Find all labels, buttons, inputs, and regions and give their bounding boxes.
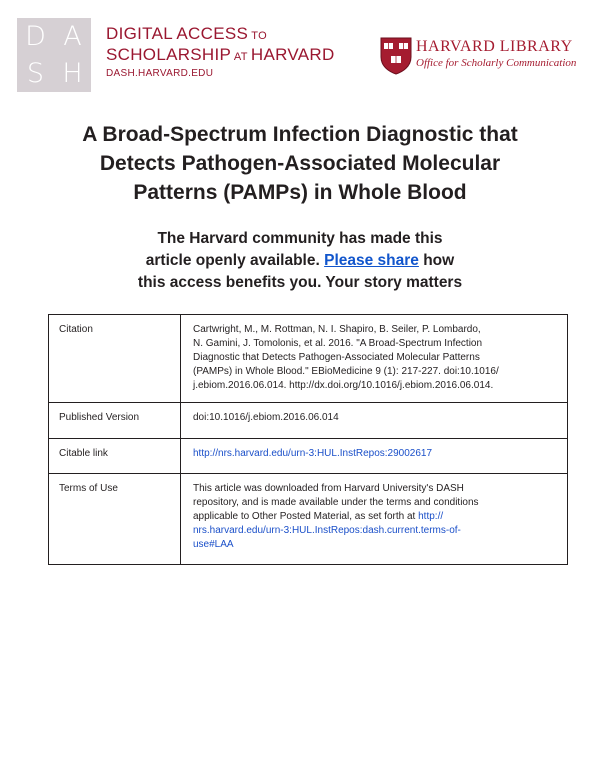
terms-link[interactable]: http:// [418,511,444,522]
citation-label: Citation [49,315,181,403]
dash-logo-letter: H [62,58,83,89]
dash-wordmark-line2: SCHOLARSHIP AT HARVARD [106,45,335,64]
dash-logo-letter: D [25,21,46,52]
title-line: A Broad-Spectrum Infection Diagnostic that [82,123,518,146]
harvard-library-subtitle: Office for Scholarly Communication [416,57,577,69]
terms-link[interactable]: nrs.harvard.edu/urn-3:HUL.InstRepos:dash.current.terms-of- [193,525,461,536]
open-access-note [90,228,510,294]
harvard-shield-icon [380,37,412,75]
metadata-table [48,314,568,565]
citable-link-cell [181,439,568,474]
terms-link[interactable]: use#LAA [193,539,234,550]
access-line: The Harvard community has made this [157,230,443,247]
access-line: article openly available. Please share how [145,252,455,269]
table-row [49,439,568,474]
table-row [49,315,568,403]
table-row [49,403,568,439]
citation-value: Cartwright, M., M. Rottman, N. I. Shapiro, B. Seiler, P. Lombardo, N. Gamini, J. Tomolonis, et al. 2016. "A Broad-Spectrum Infection Diagnostic that Detects Pathogen-Associated Molecular Patterns (PAMPs) in Whole Blood." EBioMedicine 9 (1): 217-227. doi:10.1016/ j.ebiom.2016.06.014. http://dx.doi.org/10.1016/j.ebiom.2016.06.014. [181,315,568,403]
article-title [20,120,580,207]
table-row [49,474,568,565]
published-version-label: Published Version [49,403,181,439]
dash-url[interactable]: DASH.HARVARD.EDU [106,68,214,79]
citable-link-label: Citable link [49,439,181,474]
please-share-link[interactable]: Please share [324,252,419,269]
access-line: this access benefits you. Your story matters [137,274,463,291]
dash-logo[interactable] [17,18,91,92]
terms-of-use-value: This article was downloaded from Harvard University's DASH repository, and is made available under the terms and conditions applicable to Other Posted Material, as set forth at http:// nrs.harvard.edu/urn-3:HUL.InstRepos:dash.current.terms-of- use#LAA [181,474,568,565]
dash-wordmark-line1: DIGITAL ACCESS TO [106,24,267,43]
citable-link[interactable]: http://nrs.harvard.edu/urn-3:HUL.InstRepos:29002617 [193,448,433,459]
terms-of-use-label: Terms of Use [49,474,181,565]
title-line: Patterns (PAMPs) in Whole Blood [133,181,467,204]
title-line: Detects Pathogen-Associated Molecular [99,152,501,175]
dash-logo-letter: S [26,58,45,89]
dash-logo-letter: A [63,21,82,52]
harvard-library-title: HARVARD LIBRARY [416,38,573,55]
published-version-value: doi:10.1016/j.ebiom.2016.06.014 [181,403,568,439]
